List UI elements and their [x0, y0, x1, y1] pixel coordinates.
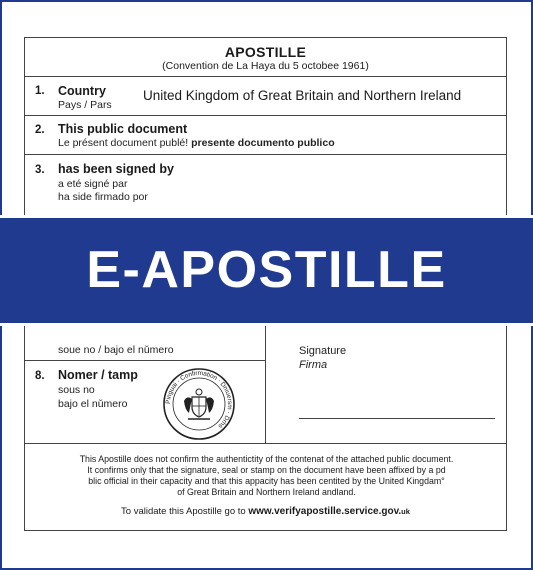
disclaimer-line-2: It confirms only that the signature, seal or stamp on the document have been affixed by a pd [87, 465, 446, 475]
apostille-title: APOSTILLE [224, 44, 307, 60]
apostille-certificate-top [24, 37, 507, 215]
signature-label: Signature [299, 345, 347, 357]
field-3-label: has been signed by [58, 162, 175, 176]
divider [25, 154, 506, 155]
field-8-label: Nomer / tamp [58, 368, 138, 382]
divider [25, 76, 506, 77]
validate-prefix: To validate this Apostille go to [121, 506, 249, 517]
column-divider [265, 326, 266, 443]
field-2-number: 2. [35, 124, 45, 136]
divider [25, 115, 506, 116]
disclaimer-text [43, 454, 490, 498]
field-2-label: This public document [58, 122, 188, 136]
e-apostille-banner [0, 215, 533, 326]
divider [25, 443, 506, 444]
validate-instruction [25, 506, 506, 517]
apostille-certificate-bottom [24, 326, 507, 531]
validate-url-suffix[interactable]: uk [401, 507, 410, 516]
disclaimer-line-3: blic official in their capacity and that this appacity has been centited by the United Kingdam° [88, 476, 445, 486]
disclaimer-line-1: This Apostille does not confirm the authentictity of the contenat of the attached public document. [79, 454, 454, 464]
banner-title: E-APOSTILLE [86, 241, 447, 299]
signature-line [299, 418, 495, 419]
field-8-sublabel-fr: sous no [58, 384, 95, 396]
field-1-number: 1. [35, 85, 45, 97]
field-2-sublabel-fr: Le présent document publé! [58, 137, 192, 149]
disclaimer-line-4: of Great Britain and Northern Ireland andland. [177, 487, 356, 497]
seal-ring-text: Pinguai · Confirmation · Dniuersm · Drhs [164, 369, 234, 430]
field-3-sublabel-es: ha side firmado por [58, 191, 148, 203]
field-2-sublabel-es: presente documento publico [191, 137, 335, 149]
field-3-number: 3. [35, 164, 45, 176]
divider [25, 360, 265, 361]
coat-of-arms-icon [184, 389, 214, 419]
apostille-subtitle: (Convention de La Haya du 5 octobee 1961) [162, 60, 369, 72]
field-8-sublabel-es: bajo el nǔmero [58, 398, 128, 410]
field-1-label: Country [58, 84, 106, 98]
field-1-sublabel: Pays / Pars [58, 99, 112, 111]
official-seal-stamp [162, 367, 236, 441]
field-2-sublabel [58, 137, 335, 149]
field-1-value: United Kingdom of Great Britain and Northern Ireland [143, 88, 462, 103]
field-8-number: 8. [35, 370, 45, 382]
signature-sublabel: Firma [299, 359, 328, 371]
validate-url-link[interactable]: www.verifyapostille.service.gov. [248, 506, 402, 517]
partial-row-sublabel: soue no / bajo el nǔmero [58, 344, 174, 356]
field-3-sublabel-fr: a eté signé par [58, 178, 128, 190]
